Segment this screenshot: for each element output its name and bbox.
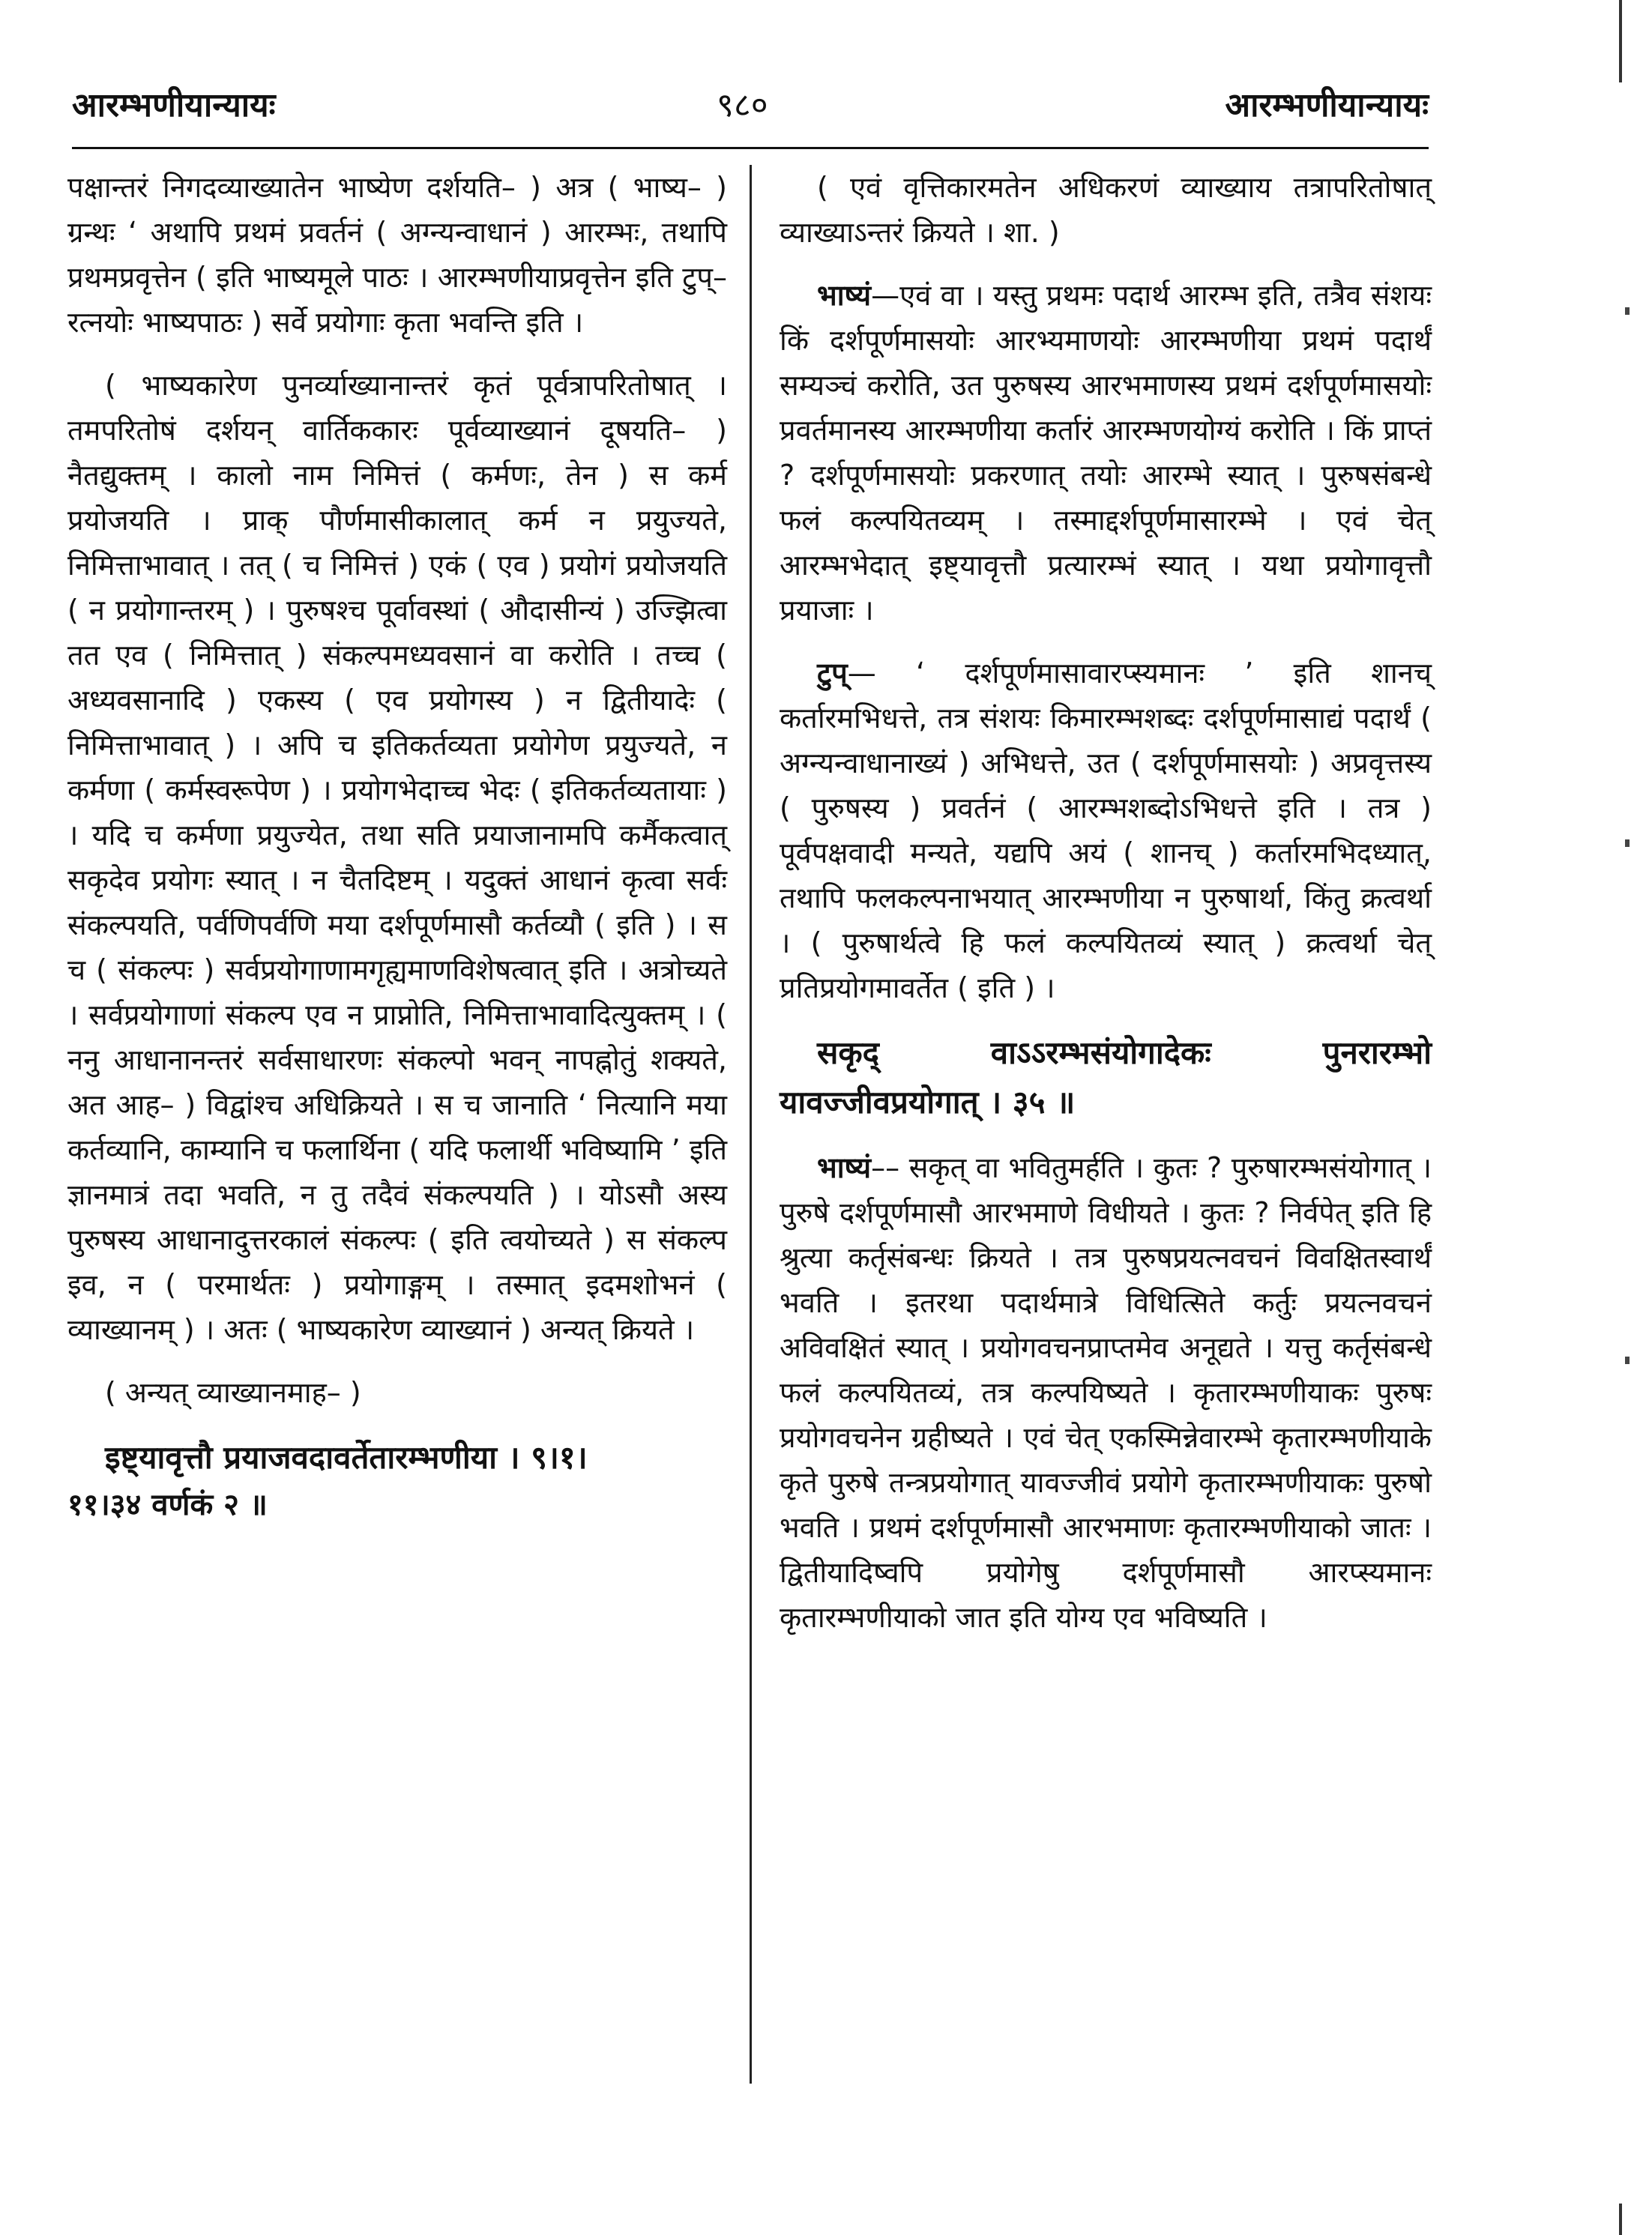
edge-dot [1625,307,1630,315]
right-para-4 [780,1145,1432,1640]
sutra-34 [67,1433,727,1483]
page-number: ९८० [717,86,768,124]
tup-text: — ‘ दर्शपूर्णमासावारप्स्यमानः ’ इति शानच् कर्तारमभिधत्ते, तत्र संशयः किमारम्भशब्दः दर्शपूर्णमासाद्यं पदार्थं ( अग्न्यन्वाधानाख्यं ) अभिधत्ते, उत ( दर्शपूर्णमासयोः ) अप्रवृत्तस्य ( पुरुषस्य ) प्रवर्तनं ( आरम्भशब्दोऽभिधत्ते इति । तत्र ) पूर्वपक्षवादी मन्यते, यद्यपि अयं ( शानच् ) कर्तारमभिदध्यात्, तथापि फलकल्पनाभयात् आरम्भणीया न पुरुषार्था, किंतु क्रत्वर्था । ( पुरुषार्थत्वे हि फलं कल्पयितव्यं स्यात् ) क्रत्वर्था चेत् प्रतिप्रयोगमावर्तेत ( इति ) । [780,657,1432,1004]
edge-dot [1625,1357,1630,1364]
bhashya-text-2: –– सकृत् वा भवितुमर्हति । कुतः ? पुरुषारम्भसंयोगात् । पुरुषे दर्शपूर्णमासौ आरभमाणे विधीयते । कुतः ? निर्वपेत् इति हि श्रुत्या कर्तृसंबन्धः क्रियते । तत्र पुरुषप्रयत्नवचनं विवक्षितस्वार्थं भवति । इतरथा पदार्थमात्रे विधित्सिते कर्तुः प्रयत्नवचनं अविवक्षितं स्यात् । प्रयोगवचनप्राप्तमेव अनूद्यते । यत्तु कर्तृसंबन्धे फलं कल्पयितव्यं, तत्र कल्पयिष्यते । कृतारम्भणीयाकः पुरुषः प्रयोगवचनेन ग्रहीष्यते । एवं चेत् एकस्मिन्नेवारम्भे कृतारम्भणीयाके कृते पुरुषे तन्त्रप्रयोगात् यावज्जीवं प्रयोगे कृतारम्भणीयाकः पुरुषो भवति । प्रथमं दर्शपूर्णमासौ आरभमाणः कृतारम्भणीयाको जातः । द्वितीयादिष्वपि प्रयोगेषु दर्शपूर्णमासौ आरप्स्यमानः कृतारम्भणीयाको जात इति योग्य एव भविष्यति । [780,1151,1432,1634]
bhashya-text: —एवं वा । यस्तु प्रथमः पदार्थ आरम्भ इति, तत्रैव संशयः किं दर्शपूर्णमासयोः आरभ्यमाणयोः आरम्भणीया प्रथमं पदार्थं सम्यञ्चं करोति, उत पुरुषस्य आरभमाणस्य प्रथमं दर्शपूर्णमासयोः प्रवर्तमानस्य आरम्भणीया कर्तारं आरम्भणयोग्यं करोति । किं प्राप्तं ? दर्शपूर्णमासयोः प्रकरणात् तयोः आरम्भे स्यात् । पुरुषसंबन्धे फलं कल्पयितव्यम् । तस्माद्दर्शपूर्णमासारम्भे । एवं चेत् आरम्भभेदात् इष्ट्यावृत्तौ प्रत्यारम्भं स्यात् । यथा प्रयोगावृत्तौ प्रयाजाः । [780,279,1432,627]
right-para-1: ( एवं वृत्तिकारमतेन अधिकरणं व्याख्याय तत्रापरितोषात् व्याख्याऽन्तरं क्रियते । शा. ) [780,171,1432,249]
header-rule [72,147,1429,149]
column-divider [750,165,752,2084]
tup-label: टुप् [817,657,848,690]
right-column [780,165,1432,1658]
left-para-1: पक्षान्तरं निगदव्याख्यातेन भाष्येण दर्शयति– ) अत्र ( भाष्य– ) ग्रन्थः ‘ अथापि प्रथमं प्रवर्तनं ( अग्न्यन्वाधानं ) आरम्भः, तथापि प्रथमप्रवृत्तेन ( इति भाष्यमूले पाठः । आरम्भणीयाप्रवृत्तेन इति टुप्–रत्नयोः भाष्यपाठः ) सर्वे प्रयोगाः कृता भवन्ति इति । [67,171,727,339]
bhashya-label-2: भाष्यं [817,1151,872,1184]
page-header [72,81,1429,133]
sutra-35: सकृद् वाऽऽरम्भसंयोगादेकः पुनरारम्भो यावज्जीवप्रयोगात् । ३५ ॥ [780,1034,1432,1120]
sutra-34-reference: ११।३४ वर्णकं २ ॥ [67,1488,268,1522]
edge-dot [1625,839,1630,847]
right-para-3 [780,651,1432,1010]
left-para-3: ( अन्यत् व्याख्यानमाह– ) [105,1376,361,1409]
page-edge-mark [1619,2204,1622,2235]
left-para-2: ( भाष्यकारेण पुनर्व्याख्यानान्तरं कृतं पूर्वत्रापरितोषात् । तमपरितोषं दर्शयन् वार्तिककारः पूर्वव्याख्यानं दूषयति– ) नैतद्युक्तम् । कालो नाम निमित्तं ( कर्मणः, तेन ) स कर्म प्रयोजयति । प्राक् पौर्णमासीकालात् कर्म न प्रयुज्यते, निमित्ताभावात् । तत् ( च निमित्तं ) एकं ( एव ) प्रयोगं प्रयोजयति ( न प्रयोगान्तरम् ) । पुरुषश्च पूर्वावस्थां ( औदासीन्यं ) उज्झित्वा तत एव ( निमित्तात् ) संकल्पमध्यवसानं वा करोति । तच्च ( अध्यवसानादि ) एकस्य ( एव प्रयोगस्य ) न द्वितीयादेः ( निमित्ताभावात् ) । अपि च इतिकर्तव्यता प्रयोगेण प्रयुज्यते, न कर्मणा ( कर्मस्वरूपेण ) । प्रयोगभेदाच्च भेदः ( इतिकर्तव्यतायाः ) । यदि च कर्मणा प्रयुज्येत, तथा सति प्रयाजानामपि कर्मैकत्वात् सकृदेव प्रयोगः स्यात् । न चैतदिष्टम् । यदुक्तं आधानं कृत्वा सर्वः संकल्पयति, पर्वणिपर्वणि मया दर्शपूर्णमासौ कर्तव्यौ ( इति ) । स च ( संकल्पः ) सर्वप्रयोगाणामगृह्यमाणविशेषत्वात् इति । अत्रोच्यते । सर्वप्रयोगाणां संकल्प एव न प्राप्नोति, निमित्ताभावादित्युक्तम् । ( ननु आधानानन्तरं सर्वसाधारणः संकल्पो भवन् नापह्नोतुं शक्यते, अत आह– ) विद्वांश्च अधिक्रियते । स च जानाति ‘ नित्यानि मया कर्तव्यानि, काम्यानि च फलार्थिना ( यदि फलार्थी भविष्यामि ’ इति ज्ञानमात्रं तदा भवति, न तु तदैवं संकल्पयति ) । योऽसौ अस्य पुरुषस्य आधानादुत्तरकालं संकल्पः ( इति त्वयोच्यते ) स संकल्प इव, न ( परमार्थतः ) प्रयोगाङ्गम् । तस्मात् इदमशोभनं ( व्याख्यानम् ) । अतः ( भाष्यकारेण व्याख्यानं ) अन्यत् क्रियते । [67,369,727,1346]
page-edge-mark [1619,0,1622,82]
right-para-2 [780,273,1432,633]
left-column [67,165,727,1527]
sutra-34-text: इष्ट्यावृत्तौ प्रयाजवदावर्तेतारम्भणीया । ९।१। [105,1439,588,1476]
running-title-right: आरम्भणीयान्यायः [1225,86,1429,124]
running-title-left: आरम्भणीयान्यायः [72,86,276,124]
bhashya-label: भाष्यं [817,279,872,312]
